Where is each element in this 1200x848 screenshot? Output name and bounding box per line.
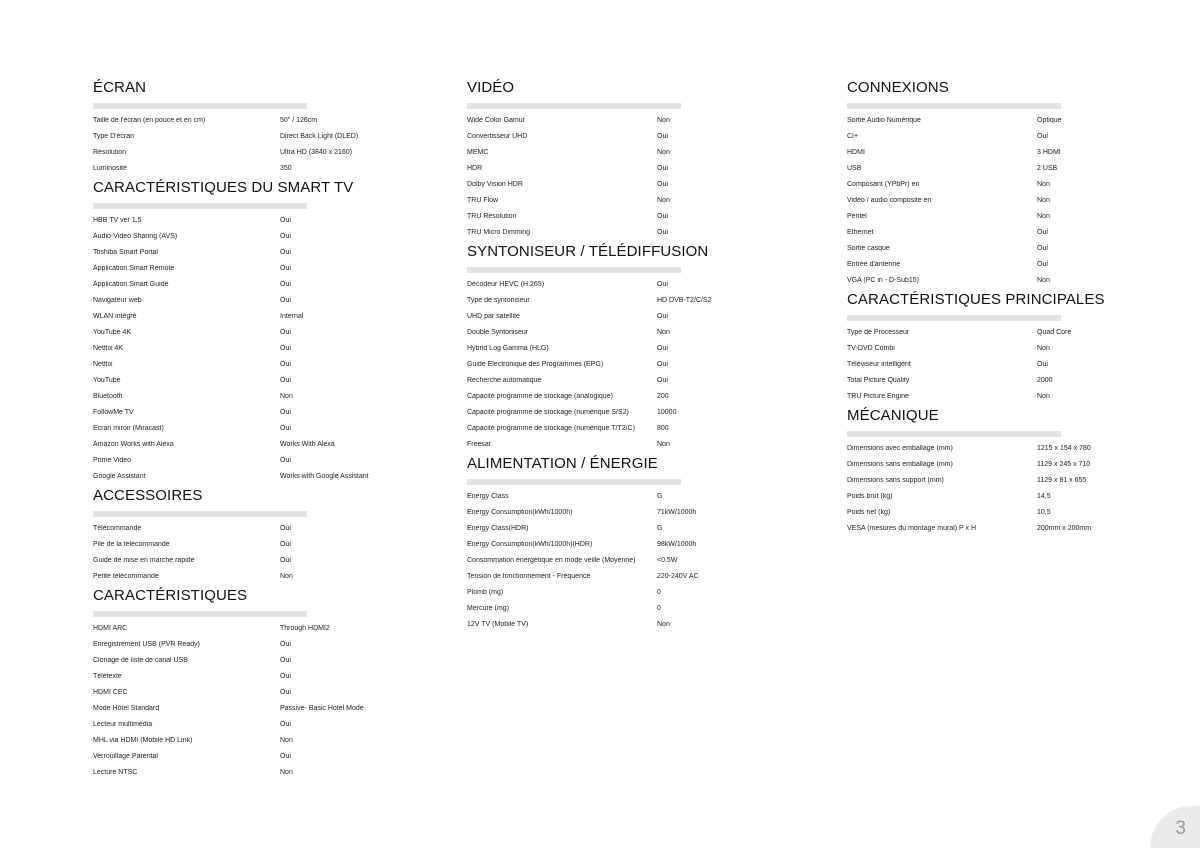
spec-value: Oui <box>280 408 291 416</box>
spec-value: HD DVB-T2/C/S2 <box>657 296 712 304</box>
spec-value: Oui <box>280 344 291 352</box>
section-title: MÉCANIQUE <box>847 407 939 424</box>
spec-label: Convertisseur UHD <box>467 132 528 140</box>
spec-row <box>467 292 711 308</box>
spec-value: 200mm x 200mm <box>1037 524 1092 532</box>
spec-label: Wide Color Gamut <box>467 116 525 124</box>
spec-row <box>847 456 1105 472</box>
spec-row <box>467 600 711 616</box>
section-title: ACCESSOIRES <box>93 487 203 504</box>
spec-row <box>847 324 1105 340</box>
spec-label: Energy Class <box>467 492 509 500</box>
spec-value: Oui <box>280 688 291 696</box>
spec-label: Sortie Audio Numérique <box>847 116 921 124</box>
spec-row <box>467 404 711 420</box>
spec-row <box>847 128 1105 144</box>
spec-row <box>847 144 1105 160</box>
spec-label: Péritel <box>847 212 867 220</box>
spec-row <box>93 520 369 536</box>
spec-value: Oui <box>280 360 291 368</box>
spec-label: Energy Consumption(kWh/1000h) <box>467 508 573 516</box>
spec-section <box>847 291 1105 404</box>
spec-label: Téléviseur intelligent <box>847 360 911 368</box>
spec-label: USB <box>847 164 862 172</box>
spec-row <box>467 568 711 584</box>
spec-value: Oui <box>280 656 291 664</box>
spec-label: VGA (PC in - D-Sub15) <box>847 276 919 284</box>
spec-row <box>93 404 369 420</box>
spec-label: Éthernet <box>847 228 874 236</box>
spec-label: YouTube <box>93 376 121 384</box>
spec-row <box>847 340 1105 356</box>
spec-value: 10,5 <box>1037 508 1051 516</box>
spec-value: 3 HDMI <box>1037 148 1061 156</box>
spec-label: UHD par satellite <box>467 312 520 320</box>
spec-label: Sortie casque <box>847 244 890 252</box>
spec-column-3 <box>847 79 1105 539</box>
spec-row <box>93 620 369 636</box>
section-divider-bar <box>467 479 681 485</box>
spec-value: Non <box>1037 392 1050 400</box>
spec-row <box>93 700 369 716</box>
spec-row <box>467 144 711 160</box>
spec-value: Non <box>1037 212 1050 220</box>
spec-row <box>467 192 711 208</box>
spec-label: Freesat <box>467 440 491 448</box>
spec-value: 0 <box>657 588 661 596</box>
spec-label: Lecteur multimédia <box>93 720 153 728</box>
spec-value: Oui <box>657 180 668 188</box>
spec-label: Clonage de liste de canal USB <box>93 656 188 664</box>
spec-value: 220-240V AC <box>657 572 699 580</box>
spec-value: 14,5 <box>1037 492 1051 500</box>
spec-row <box>93 340 369 356</box>
spec-value: Oui <box>280 216 291 224</box>
spec-section <box>847 407 1105 536</box>
spec-value: Non <box>280 736 293 744</box>
spec-row <box>93 468 369 484</box>
spec-label: Verrouillage Parental <box>93 752 158 760</box>
spec-value: Non <box>657 148 670 156</box>
section-title: SYNTONISEUR / TÉLÉDIFFUSION <box>467 243 709 260</box>
spec-row <box>93 552 369 568</box>
spec-row <box>847 372 1105 388</box>
spec-value: Quad Core <box>1037 328 1072 336</box>
spec-label: Mercure (mg) <box>467 604 510 612</box>
spec-label: Écran miroir (Miracast) <box>93 424 164 432</box>
spec-row <box>93 652 369 668</box>
spec-row <box>467 112 711 128</box>
section-title: CARACTÉRISTIQUES DU SMART TV <box>93 179 354 196</box>
spec-row <box>93 420 369 436</box>
spec-value: 50" / 126cm <box>280 116 318 124</box>
spec-label: Lecture NTSC <box>93 768 138 776</box>
spec-label: Dimensions sans emballage (mm) <box>847 460 953 468</box>
section-divider-bar <box>93 511 307 517</box>
spec-row <box>93 144 369 160</box>
spec-label: Type D'écran <box>93 132 135 140</box>
spec-label: HDMI CEC <box>93 688 128 696</box>
spec-column-2 <box>467 79 711 635</box>
spec-label: Poids brut (kg) <box>847 492 893 500</box>
spec-value: Non <box>657 196 670 204</box>
spec-row <box>467 356 711 372</box>
section-title: CONNEXIONS <box>847 79 949 96</box>
spec-label: MEMC <box>467 148 489 156</box>
spec-label: WLAN intégré <box>93 312 137 320</box>
spec-value: 10000 <box>657 408 677 416</box>
spec-value: Oui <box>1037 260 1048 268</box>
spec-value: 1129 x 245 x 710 <box>1037 460 1091 468</box>
spec-label: Toshiba Smart Portal <box>93 248 158 256</box>
spec-value: 200 <box>657 392 669 400</box>
spec-value: 350 <box>280 164 292 172</box>
spec-row <box>467 552 711 568</box>
spec-row <box>93 636 369 652</box>
spec-value: Oui <box>657 312 668 320</box>
spec-value: Oui <box>657 280 668 288</box>
spec-value: 800 <box>657 424 669 432</box>
spec-value: Oui <box>280 672 291 680</box>
spec-label: Application Smart Remote <box>93 264 175 272</box>
spec-row <box>93 372 369 388</box>
spec-row <box>847 388 1105 404</box>
spec-value: Oui <box>280 456 291 464</box>
spec-row <box>93 356 369 372</box>
section-divider-bar <box>93 611 307 617</box>
spec-row <box>93 128 369 144</box>
spec-value: G <box>657 524 663 532</box>
spec-row <box>93 668 369 684</box>
spec-value: Through HDMI2 <box>280 624 330 632</box>
spec-label: Netflix <box>93 360 113 368</box>
spec-label: Google Assistant <box>93 472 146 480</box>
spec-value: 1129 x 81 x 655 <box>1037 476 1087 484</box>
spec-label: HBB TV ver 1.5 <box>93 216 142 224</box>
spec-label: Double Syntoniseur <box>467 328 529 336</box>
spec-row <box>467 488 711 504</box>
spec-row <box>93 212 369 228</box>
section-divider-bar <box>93 203 307 209</box>
spec-value: Oui <box>657 132 668 140</box>
spec-label: Composant (YPbPr) en <box>847 180 920 188</box>
spec-value: 2000 <box>1037 376 1053 384</box>
spec-value: Oui <box>1037 360 1048 368</box>
spec-value: Optique <box>1037 116 1062 124</box>
spec-label: VESA (mesures du montage mural) P x H <box>847 524 977 532</box>
spec-value: Non <box>1037 276 1050 284</box>
spec-label: Décodeur HEVC (H.265) <box>467 280 545 288</box>
spec-label: Enregistrement USB (PVR Ready) <box>93 640 200 648</box>
spec-row <box>93 684 369 700</box>
spec-row <box>847 356 1105 372</box>
spec-value: 2 USB <box>1037 164 1058 172</box>
spec-value: Oui <box>280 524 291 532</box>
spec-row <box>847 192 1105 208</box>
spec-label: TRU Flow <box>467 196 499 204</box>
spec-label: Tension de fonctionnement - Fréquence <box>467 572 591 580</box>
spec-label: Entrée d'antenne <box>847 260 901 268</box>
spec-label: CI+ <box>847 132 859 140</box>
spec-row <box>847 488 1105 504</box>
spec-value: Non <box>657 116 670 124</box>
spec-label: Luminosité <box>93 164 127 172</box>
spec-label: HDMI ARC <box>93 624 128 632</box>
spec-label: Guide Électronique des Programmes (EPG) <box>467 360 604 368</box>
spec-label: TRU Resolution <box>467 212 517 220</box>
spec-value: Non <box>657 440 670 448</box>
spec-label: Type de Processeur <box>847 328 910 336</box>
spec-section <box>93 587 369 780</box>
spec-row <box>93 260 369 276</box>
section-divider-bar <box>847 315 1061 321</box>
spec-row <box>93 228 369 244</box>
spec-label: Vidéo / audio composite en <box>847 196 932 204</box>
spec-row <box>467 520 711 536</box>
spec-value: Non <box>1037 344 1050 352</box>
spec-value: Oui <box>657 376 668 384</box>
spec-row <box>847 256 1105 272</box>
spec-label: YouTube 4K <box>93 328 132 336</box>
spec-row <box>93 436 369 452</box>
spec-label: HDR <box>467 164 483 172</box>
spec-label: Mode Hôtel Standard <box>93 704 160 712</box>
spec-label: Poids net (kg) <box>847 508 891 516</box>
spec-row <box>847 160 1105 176</box>
spec-row <box>847 440 1105 456</box>
section-divider-bar <box>847 103 1061 109</box>
spec-row <box>847 224 1105 240</box>
spec-row <box>93 292 369 308</box>
spec-row <box>467 388 711 404</box>
spec-row <box>93 764 369 780</box>
spec-row <box>847 176 1105 192</box>
spec-row <box>467 372 711 388</box>
spec-label: Hybrid Log Gamma (HLG) <box>467 344 549 352</box>
spec-value: Oui <box>280 556 291 564</box>
spec-label: Capacité programme de stockage (numérique S/S2) <box>467 408 629 416</box>
section-title: VIDÉO <box>467 79 515 96</box>
spec-label: Guide de mise en marche rapide <box>93 556 195 564</box>
spec-value: Oui <box>280 424 291 432</box>
spec-label: Résolution <box>93 148 127 156</box>
spec-value: Oui <box>280 296 291 304</box>
spec-row <box>467 420 711 436</box>
spec-label: Dolby Vision HDR <box>467 180 523 188</box>
spec-row <box>93 388 369 404</box>
spec-section <box>93 487 369 584</box>
spec-value: Oui <box>1037 244 1048 252</box>
spec-row <box>847 520 1105 536</box>
spec-value: Ultra HD (3840 x 2160) <box>280 148 352 156</box>
spec-label: Télétexte <box>93 672 122 680</box>
spec-row <box>93 112 369 128</box>
spec-row <box>847 208 1105 224</box>
spec-label: Navigateur web <box>93 296 142 304</box>
spec-row <box>93 732 369 748</box>
page-number: 3 <box>1175 818 1186 839</box>
spec-section <box>93 79 369 176</box>
spec-value: Oui <box>657 228 668 236</box>
spec-label: Amazon Works with Alexa <box>93 440 174 448</box>
spec-section <box>847 79 1105 288</box>
spec-value: Oui <box>280 376 291 384</box>
spec-column-1 <box>93 79 369 783</box>
spec-label: Pile de la télécommande <box>93 540 170 548</box>
spec-row <box>847 240 1105 256</box>
spec-value: Non <box>1037 196 1050 204</box>
spec-label: Dimensions avec emballage (mm) <box>847 444 953 452</box>
section-title: CARACTÉRISTIQUES <box>93 587 248 604</box>
spec-value: Internal <box>280 312 304 320</box>
spec-value: Oui <box>280 280 291 288</box>
section-divider-bar <box>467 103 681 109</box>
spec-label: Bluetooth <box>93 392 123 400</box>
spec-value: Non <box>280 392 293 400</box>
spec-row <box>467 224 711 240</box>
spec-label: Capacité programme de stockage (numérique T/T2/C) <box>467 424 635 432</box>
spec-label: FollowMe TV <box>93 408 134 416</box>
spec-section <box>467 455 711 632</box>
spec-value: Non <box>280 768 293 776</box>
spec-row <box>847 472 1105 488</box>
spec-value: Direct Back Light (DLED) <box>280 132 359 140</box>
spec-label: TV-DVD Combi <box>847 344 895 352</box>
spec-row <box>467 128 711 144</box>
spec-row <box>467 176 711 192</box>
spec-row <box>847 504 1105 520</box>
spec-value: Oui <box>657 164 668 172</box>
spec-label: Plomb (mg) <box>467 588 504 596</box>
spec-row <box>93 568 369 584</box>
spec-row <box>93 452 369 468</box>
spec-row <box>467 308 711 324</box>
spec-value: Oui <box>280 540 291 548</box>
spec-row <box>467 616 711 632</box>
section-title: CARACTÉRISTIQUES PRINCIPALES <box>847 291 1105 308</box>
section-title: ALIMENTATION / ÉNERGIE <box>467 455 658 472</box>
spec-value: Passive- Basic Hotel Mode <box>280 704 364 712</box>
spec-row <box>467 340 711 356</box>
spec-value: Works with Google Assistant <box>280 472 369 480</box>
spec-value: 71kW/1000h <box>657 508 697 516</box>
spec-row <box>847 272 1105 288</box>
section-divider-bar <box>93 103 307 109</box>
spec-row <box>93 748 369 764</box>
spec-value: 0 <box>657 604 661 612</box>
spec-label: Total Picture Quality <box>847 376 910 384</box>
spec-value: Non <box>1037 180 1050 188</box>
spec-section <box>467 243 711 452</box>
spec-value: Oui <box>280 264 291 272</box>
spec-value: Oui <box>280 640 291 648</box>
spec-row <box>467 208 711 224</box>
spec-value: <0.5W <box>657 556 678 564</box>
spec-value: 1215 x 154 x 780 <box>1037 444 1091 452</box>
spec-row <box>467 536 711 552</box>
spec-row <box>93 308 369 324</box>
spec-label: Audio-Video Sharing (AVS) <box>93 232 178 240</box>
spec-value: Non <box>280 572 293 580</box>
spec-row <box>467 324 711 340</box>
spec-row <box>467 160 711 176</box>
spec-label: Type de syntoniseur <box>467 296 530 304</box>
spec-row <box>93 276 369 292</box>
spec-label: Energy Consumption(kWh/1000h)(HDR) <box>467 540 593 548</box>
spec-section <box>467 79 711 240</box>
spec-label: Capacité programme de stockage (analogique) <box>467 392 613 400</box>
spec-label: Energy Class(HDR) <box>467 524 529 532</box>
spec-value: Oui <box>657 344 668 352</box>
spec-label: Netflix 4K <box>93 344 123 352</box>
spec-row <box>467 504 711 520</box>
spec-label: Application Smart Guide <box>93 280 169 288</box>
spec-row <box>93 716 369 732</box>
spec-row <box>467 436 711 452</box>
spec-value: Works With Alexa <box>280 440 335 448</box>
spec-value: Oui <box>280 720 291 728</box>
spec-value: Non <box>657 328 670 336</box>
spec-label: Recherche automatique <box>467 376 542 384</box>
spec-row <box>467 584 711 600</box>
spec-value: Oui <box>1037 132 1048 140</box>
spec-label: TRU Picture Engine <box>847 392 909 400</box>
spec-row <box>847 112 1105 128</box>
spec-label: Dimensions sans support (mm) <box>847 476 944 484</box>
spec-row <box>93 160 369 176</box>
spec-row <box>467 276 711 292</box>
spec-value: Oui <box>657 360 668 368</box>
spec-value: Oui <box>657 212 668 220</box>
spec-value: Oui <box>280 248 291 256</box>
spec-value: G <box>657 492 663 500</box>
spec-value: 98kW/1000h <box>657 540 697 548</box>
spec-label: Télécommande <box>93 524 142 532</box>
spec-row <box>93 244 369 260</box>
spec-section <box>93 179 369 484</box>
spec-label: 12V TV (Mobile TV) <box>467 620 529 628</box>
spec-label: TRU Micro Dimming <box>467 228 530 236</box>
spec-value: Oui <box>280 752 291 760</box>
spec-label: HDMI <box>847 148 865 156</box>
spec-label: Petite télécommande <box>93 572 159 580</box>
section-title: ÉCRAN <box>93 79 147 96</box>
spec-value: Oui <box>280 328 291 336</box>
spec-label: Prime Video <box>93 456 132 464</box>
spec-row <box>93 324 369 340</box>
spec-row <box>93 536 369 552</box>
spec-value: Oui <box>1037 228 1048 236</box>
section-divider-bar <box>847 431 1061 437</box>
section-divider-bar <box>467 267 681 273</box>
spec-value: Oui <box>280 232 291 240</box>
spec-label: Taille de l'écran (en pouce et en cm) <box>93 116 206 124</box>
spec-label: MHL via HDMI (Mobile HD Link) <box>93 736 193 744</box>
spec-label: Consommation énergétique en mode veille (Moyenne) <box>467 556 636 564</box>
spec-value: Non <box>657 620 670 628</box>
